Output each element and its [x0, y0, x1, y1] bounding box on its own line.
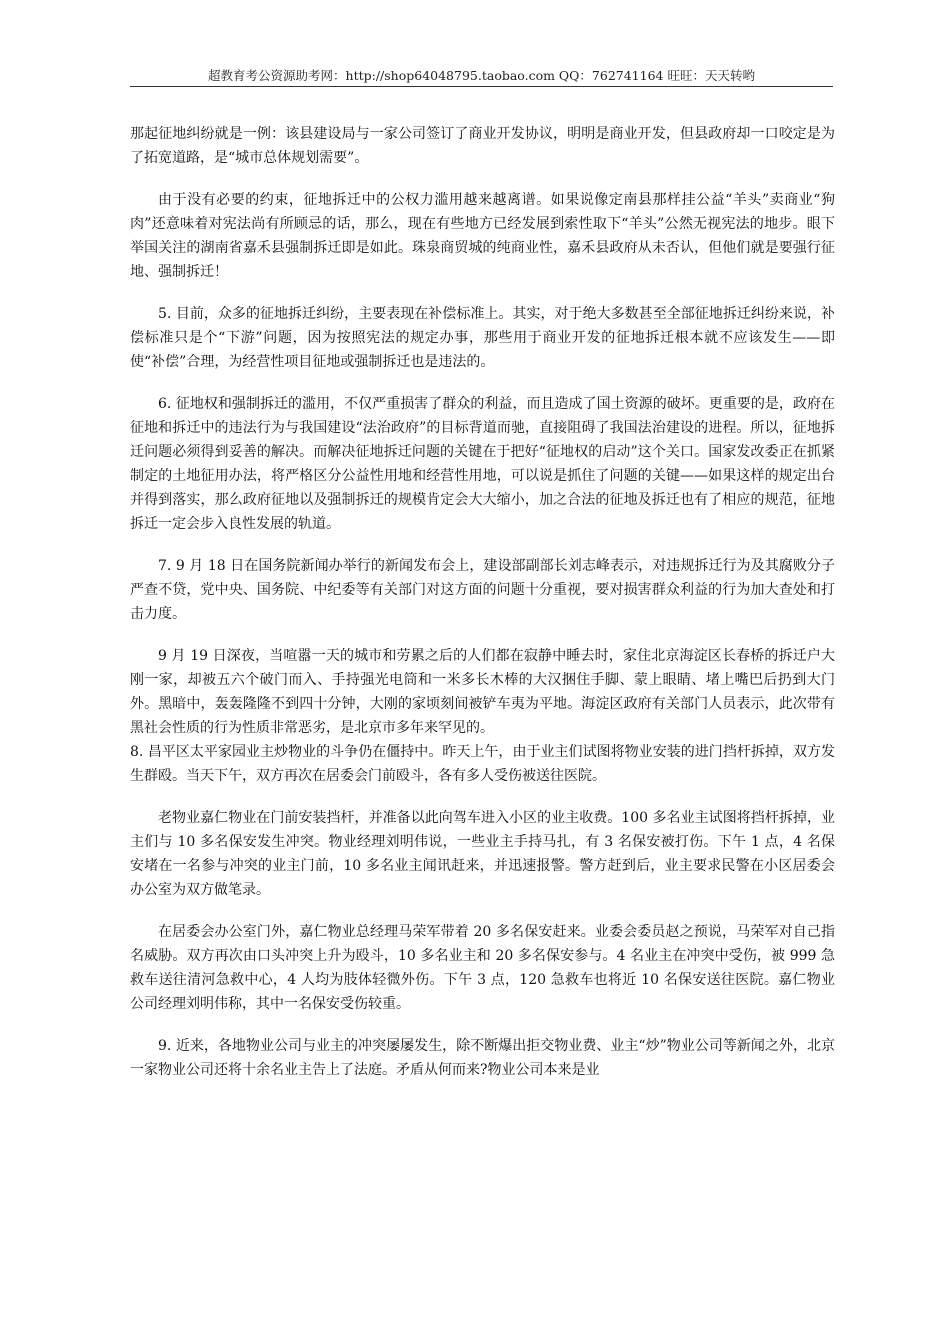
paragraph: 9. 近来，各地物业公司与业主的冲突屡屡发生，除不断爆出拒交物业费、业主“炒”物业公司等新闻之外，北京一家物业公司还将十余名业主告上了法庭。矛盾从何而来?物业公司本来是业 — [130, 1038, 835, 1078]
paragraph: 老物业嘉仁物业在门前安装挡杆，并准备以此向驾车进入小区的业主收费。100 多名业主试图将挡杆拆掉，业主们与 10 多名保安发生冲突。物业经理刘明伟说，一些业主手持马扎，有 3 名保安被打伤。下午 1 点，4 名保安堵在一名参与冲突的业主门前，10 多名业主闻讯赶来，并迅速报警。警方赶到后，业主要求民警在小区居委会办公室为双方做笔录。 — [130, 810, 835, 898]
paragraph: 9 月 19 日深夜，当喧嚣一天的城市和劳累之后的人们都在寂静中睡去时，家住北京海淀区长春桥的拆迁户大刚一家，却被五六个破门而入、手持强光电筒和一米多长木棒的大汉捆住手脚、蒙上眼睛、堵上嘴巴后扔到大门外。黑暗中，轰轰隆隆不到四十分钟，大刚的家顷刻间被铲车夷为平地。海淀区政府有关部门人员表示，此次带有黑社会性质的行为性质非常恶劣，是北京市多年来罕见的。 — [130, 648, 835, 736]
paragraph: 7. 9 月 18 日在国务院新闻办举行的新闻发布会上，建设部副部长刘志峰表示，对违规拆迁行为及其腐败分子严查不贷，党中央、国务院、中纪委等有关部门对这方面的问题十分重视，要对损害群众利益的行为加大查处和打击力度。 — [130, 558, 835, 622]
paragraph: 在居委会办公室门外，嘉仁物业总经理马荣军带着 20 多名保安赶来。业委会委员赵之预说，马荣军对自己指名威胁。双方再次由口头冲突上升为殴斗，10 多名业主和 20 多名保安参与。4 名业主在冲突中受伤，被 999 急救车送往清河急救中心，4 人均为肢体轻微外伤。下午 3 点，120 急救车也将近 10 名保安送往医院。嘉仁物业公司经理刘明伟称，其中一名保安受伤较重。 — [130, 924, 835, 1012]
paragraph: 8. 昌平区太平家园业主炒物业的斗争仍在僵持中。昨天上午，由于业主们试图将物业安装的进门挡杆拆掉，双方发生群殴。当天下午，双方再次在居委会门前殴斗，各有多人受伤被送往医院。 — [130, 744, 835, 784]
paragraph: 6. 征地权和强制拆迁的滥用，不仅严重损害了群众的利益，而且造成了国土资源的破坏。更重要的是，政府在征地和拆迁中的违法行为与我国建设“法治政府”的目标背道而驰，直接阻碍了我国法治建设的进程。所以，征地拆迁问题必须得到妥善的解决。而解决征地拆迁问题的关键在于把好“征地权的启动”这个关口。国家发改委正在抓紧制定的土地征用办法，将严格区分公益性用地和经营性用地，可以说是抓住了问题的关键——如果这样的规定出台并得到落实，那么政府征地以及强制拆迁的规模肯定会大大缩小，加之合法的征地及拆迁也有了相应的规范，征地拆迁一定会步入良性发展的轨道。 — [130, 396, 835, 532]
paragraph: 由于没有必要的约束，征地拆迁中的公权力滥用越来越离谱。如果说像定南县那样挂公益“羊头”卖商业“狗肉”还意味着对宪法尚有所顾忌的话，那么，现在有些地方已经发展到索性取下“羊头”公然无视宪法的地步。眼下举国关注的湖南省嘉禾县强制拆迁即是如此。珠泉商贸城的纯商业性，嘉禾县政府从未否认，但他们就是要强行征地、强制拆迁！ — [130, 192, 835, 280]
paragraph: 那起征地纠纷就是一例：该县建设局与一家公司签订了商业开发协议，明明是商业开发，但县政府却一口咬定是为了拓宽道路，是“城市总体规划需要”。 — [130, 126, 835, 166]
page-header: 超教育考公资源助考网：http://shop64048795.taobao.com QQ：762741164 旺旺：天天转哟 — [130, 66, 833, 87]
paragraph: 5. 目前，众多的征地拆迁纠纷，主要表现在补偿标准上。其实，对于绝大多数甚至全部征地拆迁纠纷来说，补偿标准只是个“下游”问题，因为按照宪法的规定办事，那些用于商业开发的征地拆迁根本就不应该发生——即使“补偿”合理，为经营性项目征地或强制拆迁也是违法的。 — [130, 306, 835, 370]
document-body — [130, 122, 835, 1082]
